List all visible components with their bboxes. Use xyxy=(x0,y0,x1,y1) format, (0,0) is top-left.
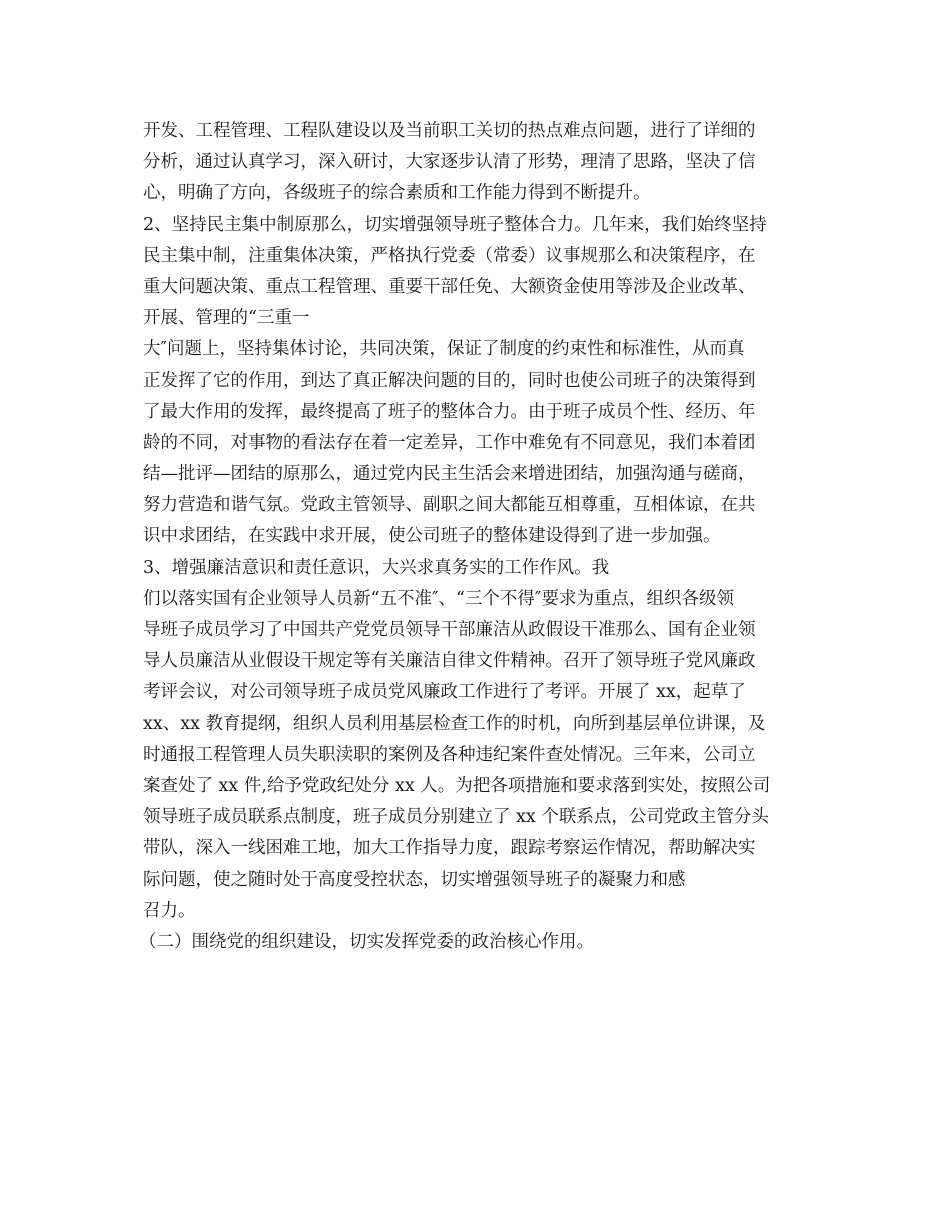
text-line: 们以落实国有企业领导人员新“五不准″、“三个不得″要求为重点，组织各级领 xyxy=(143,588,734,609)
section-heading: （二）围绕党的组织建设，切实发挥党委的政治核心作用。 xyxy=(139,931,594,952)
text-line: 开展、管理的“三重一 xyxy=(143,308,310,329)
text-line: 结—批评—团结的原那么，通过党内民主生活会来增进团结，加强沟通与磋商， xyxy=(143,464,756,485)
text-line: xx、xx 教育提纲，组织人员利用基层检查工作的时机，向所到基层单位讲课，及 xyxy=(143,713,766,734)
text-line: 案查处了 xx 件,给予党政纪处分 xx 人。为把各项措施和要求落到实处，按照公司 xyxy=(143,775,771,796)
text-line: 重大问题决策、重点工程管理、重要干部任免、大额资金使用等涉及企业改革、 xyxy=(143,276,756,297)
text-line: 导班子成员学习了中国共产党党员领导干部廉洁从政假设干准那么、国有企业领 xyxy=(143,620,756,640)
text-line: 开发、工程管理、工程队建设以及当前职工关切的热点难点问题，进行了详细的 xyxy=(143,121,756,141)
text-line: 考评会议，对公司领导班子成员党风廉政工作进行了考评。开展了 xx，起草了 xyxy=(143,682,746,703)
text-line: 心，明确了方向，各级班子的综合素质和工作能力得到不断提升。 xyxy=(143,183,651,204)
text-line: 导人员廉洁从业假设干规定等有关廉洁自律文件精神。召开了领导班子党风廉政 xyxy=(143,651,756,672)
body-text xyxy=(139,116,823,958)
text-line: 带队，深入一线困难工地，加大工作指导力度，跟踪考察运作情况，帮助解决实 xyxy=(143,838,756,859)
text-line: 龄的不同，对事物的看法存在着一定差异，工作中难免有不同意见，我们本着团 xyxy=(143,432,756,453)
text-line: 分析，通过认真学习，深入研讨，大家逐步认清了形势，理清了思路，坚决了信 xyxy=(143,152,756,173)
text-line: 识中求团结，在实践中求开展，使公司班子的整体建设得到了进一步加强。 xyxy=(143,526,721,547)
text-line: 努力营造和谐气氛。党政主管领导、副职之间大都能互相尊重，互相体谅，在共 xyxy=(143,495,756,516)
text-line: 召力。 xyxy=(143,900,196,921)
text-line: 民主集中制，注重集体决策，严格执行党委（常委）议事规那么和决策程序，在 xyxy=(143,245,756,266)
text-line: 际问题，使之随时处于高度受控状态，切实增强领导班子的凝聚力和感 xyxy=(143,869,686,890)
text-line: 了最大作用的发挥，最终提高了班子的整体合力。由于班子成员个性、经历、年 xyxy=(143,401,756,422)
text-line: 正发挥了它的作用，到达了真正解决问题的目的，同时也使公司班子的决策得到 xyxy=(143,370,756,391)
text-line: 2、坚持民主集中制原那么，切实增强领导班子整体合力。几年来，我们始终坚持 xyxy=(143,214,767,235)
text-line: 时通报工程管理人员失职渎职的案例及各种违纪案件查处情况。三年来，公司立 xyxy=(143,744,756,765)
text-line: 大″问题上，坚持集体讨论，共同决策，保证了制度的约束性和标准性，从而真 xyxy=(143,339,745,360)
text-line: 3、增强廉洁意识和责任意识，大兴求真务实的工作作风。我 xyxy=(143,557,610,578)
text-line: 领导班子成员联系点制度，班子成员分别建立了 xx 个联系点，公司党政主管分头 xyxy=(143,807,769,828)
